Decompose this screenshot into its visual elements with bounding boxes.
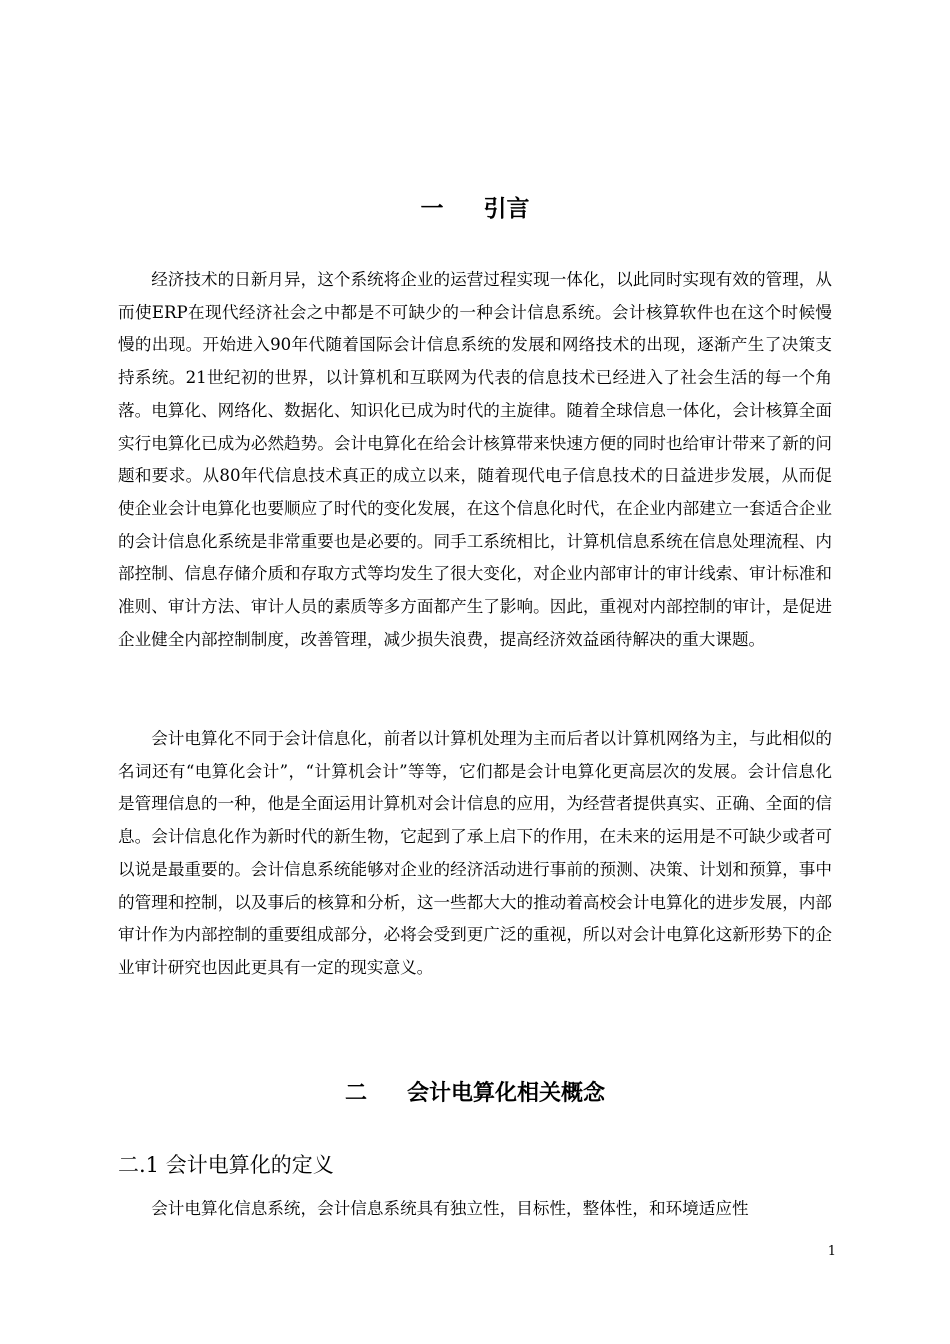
section-1-paragraph-1: 经济技术的日新月异，这个系统将企业的运营过程实现一体化，以此同时实现有效的管理，从而使ERP在现代经济社会之中都是不可缺少的一种会计信息系统。会计核算软件也在这个时候慢慢的出现。开始进入90年代随着国际会计信息系统的发展和网络技术的出现，逐渐产生了决策支持系统。21世纪初的世界，以计算机和互联网为代表的信息技术已经进入了社会生活的每一个角落。电算化、网络化、数据化、知识化已成为时代的主旋律。随着全球信息一体化，会计核算全面实行电算化已成为必然趋势。会计电算化在给会计核算带来快速方便的同时也给审计带来了新的问题和要求。从80年代信息技术真正的成立以来，随着现代电子信息技术的日益进步发展，从而促使企业会计电算化也要顺应了时代的变化发展，在这个信息化时代，在企业内部建立一套适合企业的会计信息化系统是非常重要也是必要的。同手工系统相比，计算机信息系统在信息处理流程、内部控制、信息存储介质和存取方式等均发生了很大变化，对企业内部审计的审计线索、审计标准和准则、审计方法、审计人员的素质等多方面都产生了影响。因此，重视对内部控制的审计，是促进企业健全内部控制制度，改善管理，减少损失浪费，提高经济效益函待解决的重大课题。 [118, 270, 832, 649]
subsection-2-1-heading: 二.1 会计电算化的定义 [118, 1153, 334, 1177]
section-1-title: 引言 [483, 196, 530, 222]
section-1-paragraph-2: 会计电算化不同于会计信息化，前者以计算机处理为主而后者以计算机网络为主，与此相似的名词还有“电算化会计”，“计算机会计”等等，它们都是会计电算化更高层次的发展。会计信息化是管理信息的一种，他是全面运用计算机对会计信息的应用，为经营者提供真实、正确、全面的信息。会计信息化作为新时代的新生物，它起到了承上启下的作用，在未来的运用是不可缺少或者可以说是最重要的。会计信息系统能够对企业的经济活动进行事前的预测、决策、计划和预算，事中的管理和控制，以及事后的核算和分析，这一些都大大的推动着高校会计电算化的进步发展，内部审计作为内部控制的重要组成部分，必将会受到更广泛的重视，所以对会计电算化这新形势下的企业审计研究也因此更具有一定的现实意义。 [118, 729, 832, 977]
section-1-heading [0, 192, 950, 226]
section-1-number: 一 [420, 196, 444, 222]
section-2-number: 二 [344, 1081, 367, 1106]
section-2-title: 会计电算化相关概念 [407, 1081, 606, 1106]
page-number: 1 [827, 1244, 836, 1259]
subsection-2-1-paragraph: 会计电算化信息系统，会计信息系统具有独立性，目标性，整体性，和环境适应性 [151, 1199, 749, 1218]
section-2-heading [0, 1077, 950, 1111]
